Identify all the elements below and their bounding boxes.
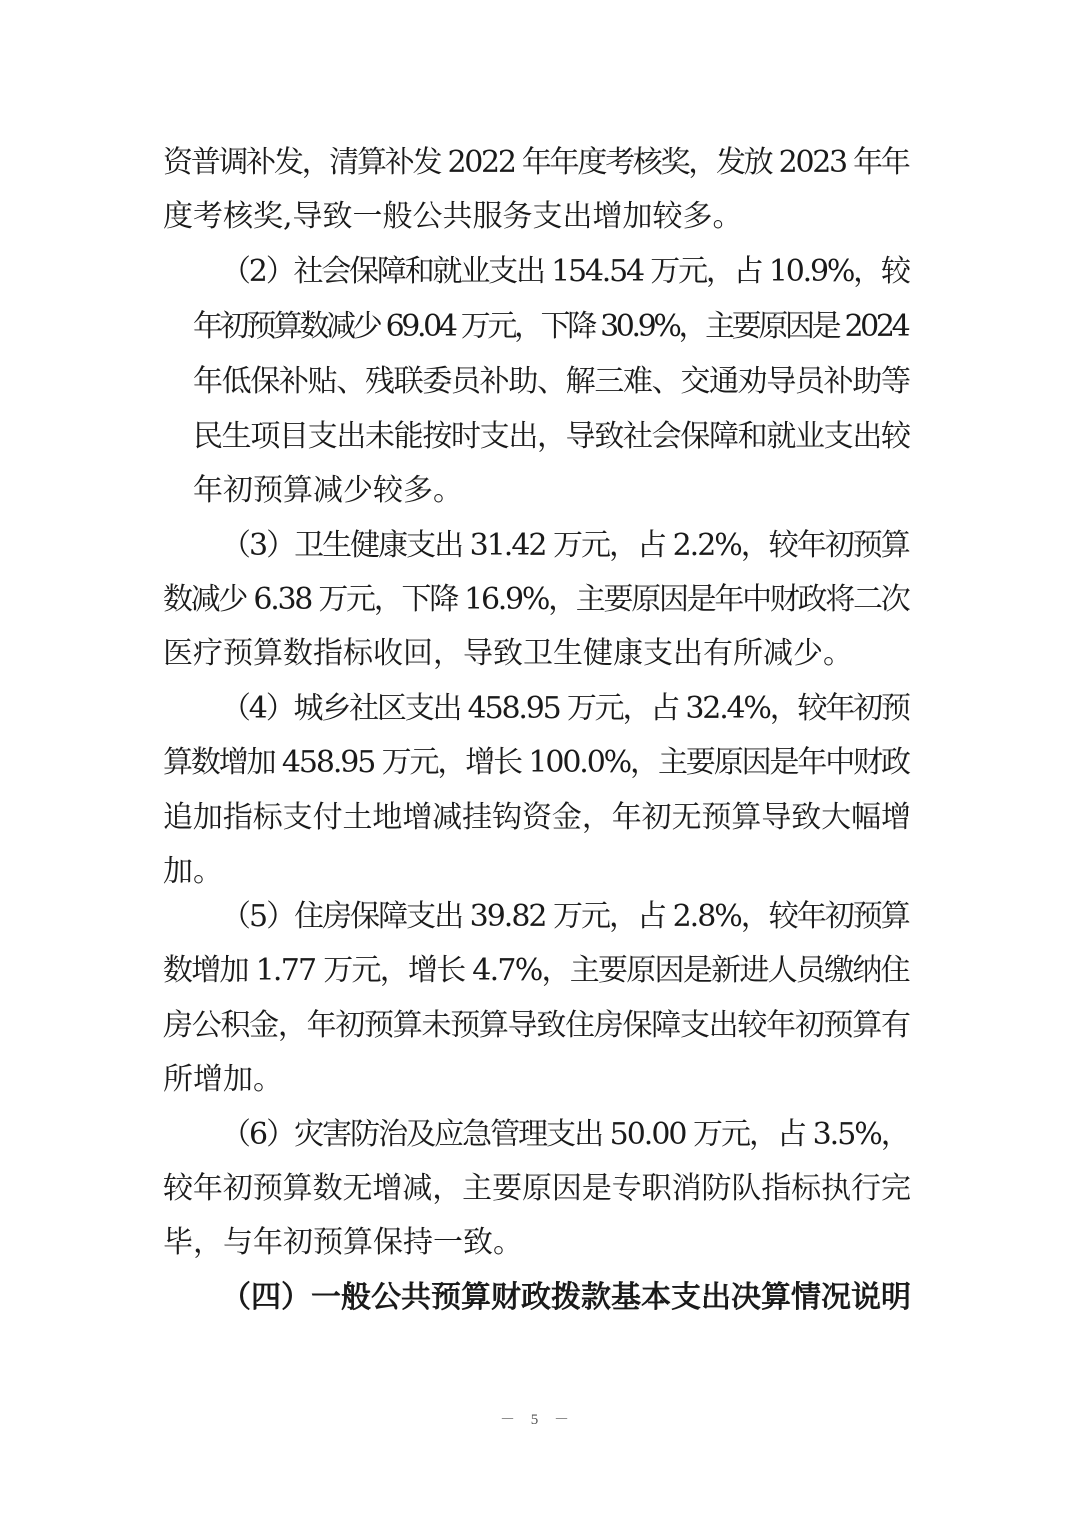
paragraph-line: 所增加。 — [163, 1062, 283, 1097]
paragraph-line: 房公积金，年初预算未预算导致住房保障支出较年初预算有 — [163, 1008, 910, 1043]
paragraph-line: 医疗预算数指标收回，导致卫生健康支出有所减少。 — [163, 636, 853, 671]
paragraph-line: 毕，与年初预算保持一致。 — [163, 1225, 523, 1260]
paragraph-line: 资普调补发，清算补发 2022 年年度考核奖，发放 2023 年年 — [163, 145, 909, 180]
paragraph-line: （5）住房保障支出 39.82 万元，占 2.8%，较年初预算 — [221, 899, 909, 934]
section-heading: （四）一般公共预算财政拨款基本支出决算情况说明 — [221, 1280, 911, 1315]
paragraph-line: （4）城乡社区支出 458.95 万元，占 32.4%，较年初预 — [221, 691, 909, 726]
paragraph-line: （6）灾害防治及应急管理支出 50.00 万元，占 3.5%， — [221, 1117, 909, 1152]
page-number: － 5 － — [499, 1412, 575, 1428]
paragraph-line: 年初预算数减少 69.04 万元，下降 30.9%，主要原因是 2024 — [193, 309, 908, 344]
paragraph-line: 加。 — [163, 854, 223, 889]
paragraph-line: 算数增加 458.95 万元，增长 100.0%，主要原因是年中财政 — [163, 745, 909, 780]
paragraph-line: 民生项目支出未能按时支出，导致社会保障和就业支出较 — [193, 419, 910, 454]
paragraph-line: 度考核奖,导致一般公共服务支出增加较多。 — [163, 199, 743, 234]
paragraph-line: 年低保补贴、残联委员补助、解三难、交通劝导员补助等 — [193, 364, 910, 399]
paragraph-line: （3）卫生健康支出 31.42 万元，占 2.2%，较年初预算 — [221, 528, 909, 563]
paragraph-line: 追加指标支付土地增减挂钩资金，年初无预算导致大幅增 — [163, 800, 911, 835]
paragraph-line: 数减少 6.38 万元，下降 16.9%，主要原因是年中财政将二次 — [163, 582, 909, 617]
paragraph-line: （2）社会保障和就业支出 154.54 万元，占 10.9%，较 — [221, 254, 909, 289]
paragraph-line: 数增加 1.77 万元，增长 4.7%，主要原因是新进人员缴纳住 — [163, 953, 909, 988]
paragraph-line: 较年初预算数无增减，主要原因是专职消防队指标执行完 — [163, 1171, 911, 1206]
paragraph-line: 年初预算减少较多。 — [193, 473, 463, 508]
